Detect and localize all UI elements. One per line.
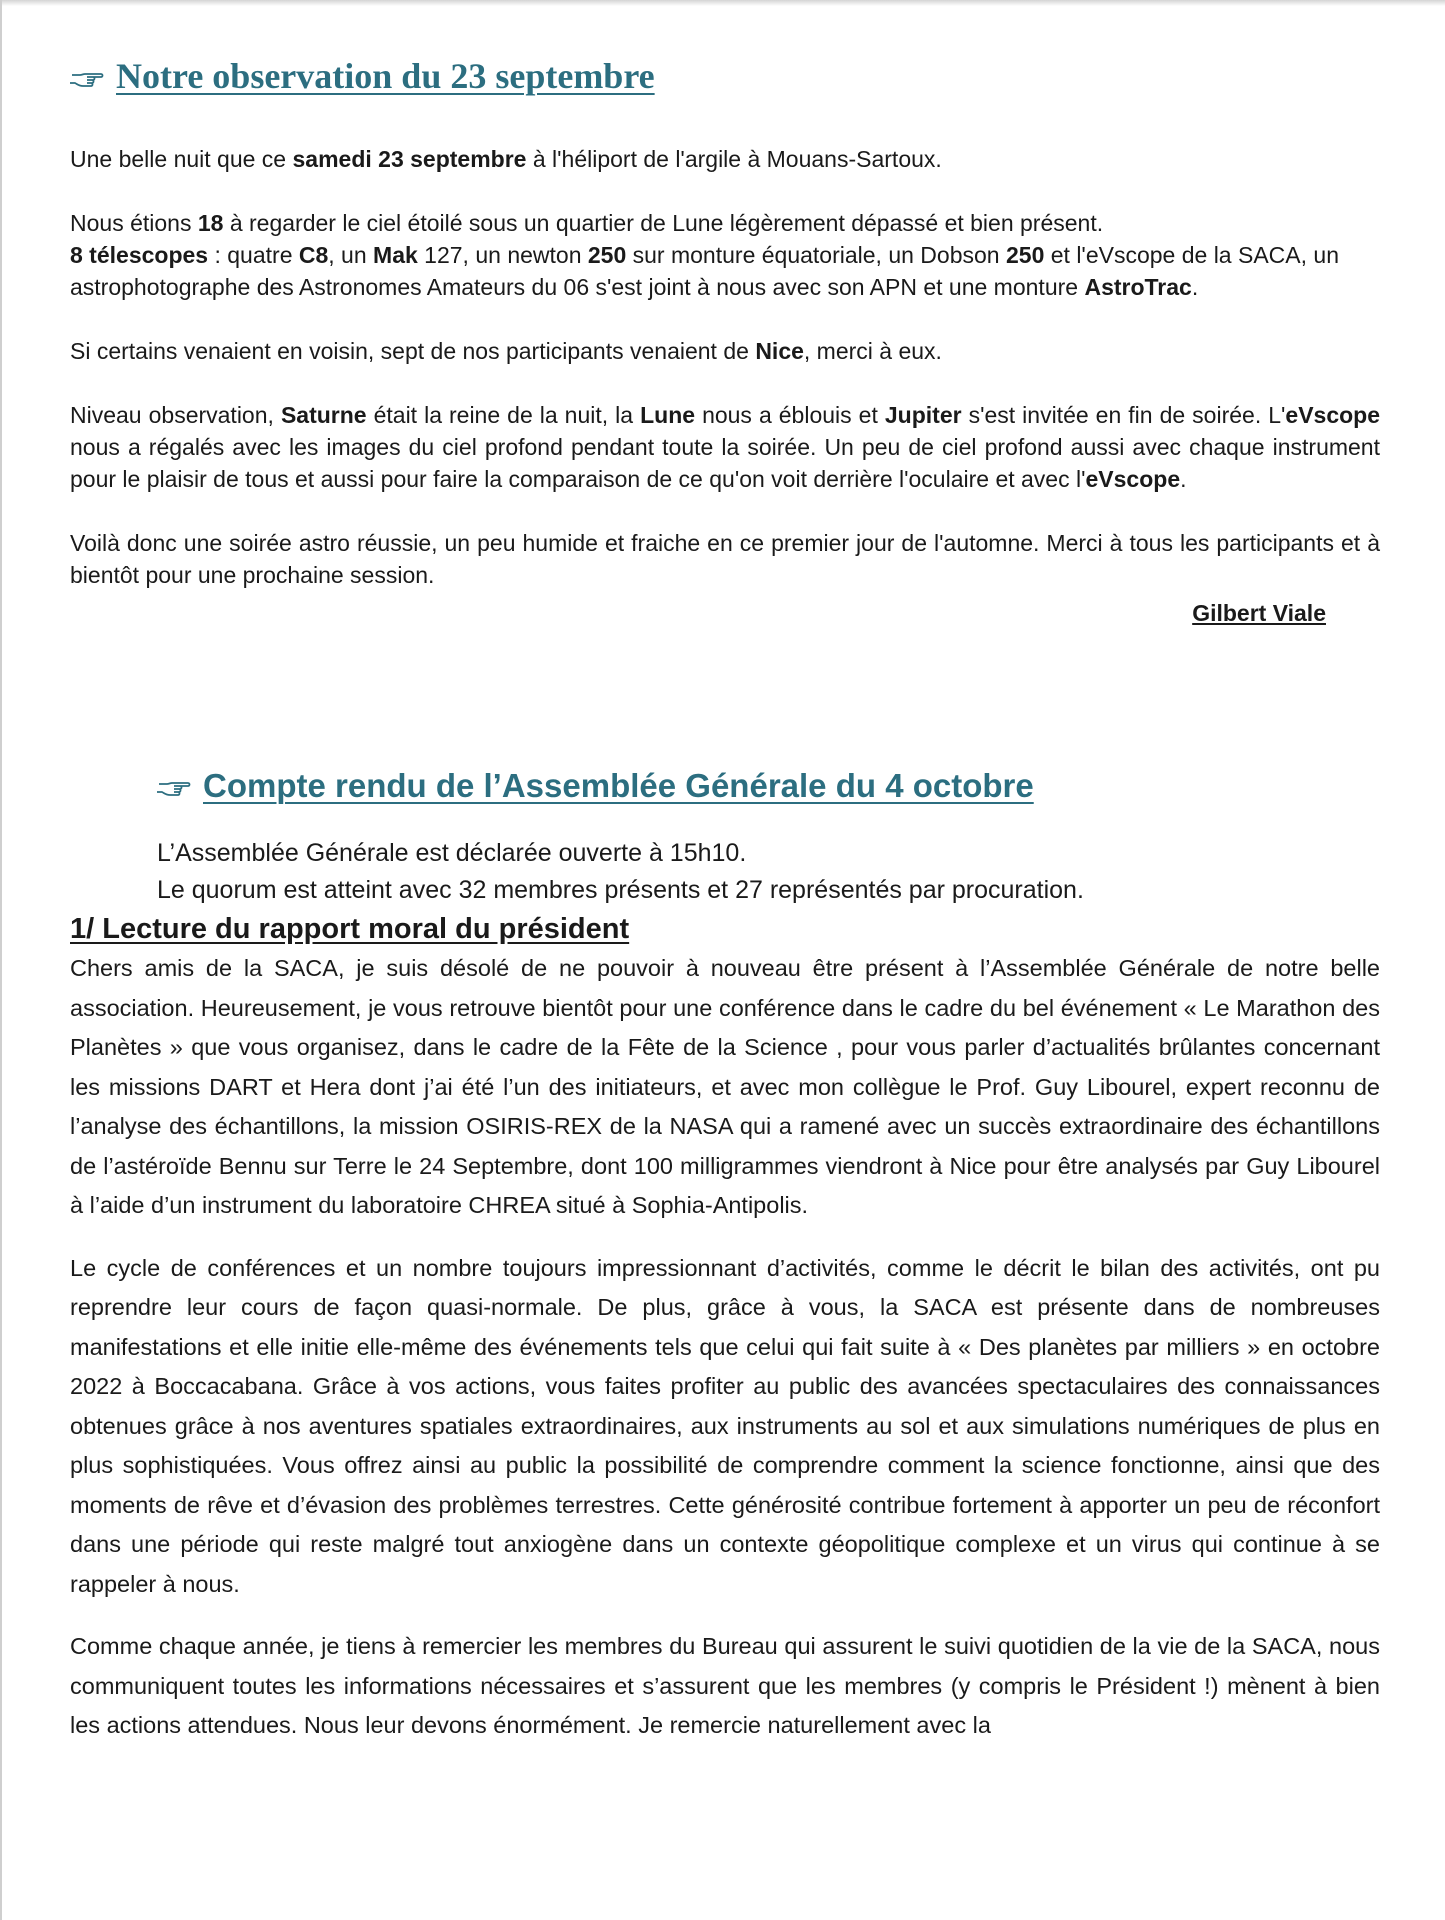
signature: Gilbert Viale [1192,600,1326,626]
observation-body [70,143,1380,629]
ag-heading [157,767,1380,805]
report-paragraph-3: Comme chaque année, je tiens à remercier les membres du Bureau qui assurent le suivi quotidien de la vie de la SACA, nous communiquent toutes les informations nécessaires et s’assurent que les membres (y compris le Président !) mènent à bien les actions attendues. Nous leur devons énormément. Je remercie naturellement avec la [70,1633,1380,1738]
ag-title: Compte rendu de l’Assemblée Générale du 4 octobre [203,767,1034,804]
observation-heading [70,55,1380,97]
moral-report-body [70,949,1380,1746]
moral-report-heading: 1/ Lecture du rapport moral du président [70,913,630,945]
obs-paragraph-1: Une belle nuit que ce samedi 23 septembre à l'héliport de l'argile à Mouans-Sartoux. [70,146,942,172]
obs-paragraph-5: Voilà donc une soirée astro réussie, un peu humide et fraiche en ce premier jour de l'automne. Merci à tous les participants et à bientôt pour une prochaine session. [70,530,1380,588]
observation-title: Notre observation du 23 septembre [116,56,655,96]
ag-opening-line: L’Assemblée Générale est déclarée ouverte à 15h10. [157,839,747,867]
obs-paragraph-3: Si certains venaient en voisin, sept de nos participants venaient de Nice, merci à eux. [70,338,942,364]
section-spacer [70,629,1380,767]
page-left-edge [0,0,2,1920]
document-page [70,55,1380,1746]
report-paragraph-2: Le cycle de conférences et un nombre toujours impressionnant d’activités, comme le décrit le bilan des activités, ont pu reprendre leur cours de façon quasi-normale. De plus, grâce à vous, la SACA est présente dans de nombreuses manifestations et elle initie elle-même des événements tels que celui qui fait suite à « Des planètes par milliers » en octobre 2022 à Boccacabana. Grâce à vos actions, vous faites profiter au public des avancées spectaculaires des connaissances obtenues grâce à nos aventures spatiales extraordinaires, aux instruments au sol et aux simulations numériques de plus en plus sophistiquées. Vous offrez ainsi au public la possibilité de comprendre comment la science fonctionne, ainsi que des moments de rêve et d’évasion des problèmes terrestres. Cette générosité contribue fortement à apporter un peu de réconfort dans une période qui reste malgré tout anxiogène dans un contexte géopolitique complexe et un virus qui continue à se rappeler à nous. [70,1254,1380,1597]
ag-intro [157,835,1380,909]
ag-quorum-line: Le quorum est atteint avec 32 membres présents et 27 représentés par procuration. [157,876,1084,904]
report-paragraph-1: Chers amis de la SACA, je suis désolé de ne pouvoir à nouveau être présent à l’Assemblée Générale de notre belle association. Heureusement, je vous retrouve bientôt pour une conférence dans le cadre du bel événement « Le Marathon des Planètes » que vous organisez, dans le cadre de la Fête de la Science , pour vous parler d’actualités brûlantes concernant les missions DART et Hera dont j’ai été l’un des initiateurs, et avec mon collègue le Prof. Guy Libourel, expert reconnu de l’analyse des échantillons, la mission OSIRIS-REX de la NASA qui a ramené avec un succès extraordinaire des échantillons de l’astéroïde Bennu sur Terre le 24 Septembre, dont 100 milligrammes viendront à Nice pour être analysés par Guy Libourel à l’aide d’un instrument du laboratoire CHREA situé à Sophia-Antipolis. [70,955,1380,1218]
obs-paragraph-2: Nous étions 18 à regarder le ciel étoilé sous un quartier de Lune légèrement dépassé et bien présent. 8 télescopes : quatre C8, un Mak 127, un newton 250 sur monture équatoriale, un Dobson 250 et l'eVscope de la SACA, un astrophotographe des Astronomes Amateurs du 06 s'est joint à nous avec son APN et une monture AstroTrac. [70,210,1339,300]
page-top-edge [0,0,1445,6]
obs-paragraph-4: Niveau observation, Saturne était la reine de la nuit, la Lune nous a éblouis et Jupiter s'est invitée en fin de soirée. L'eVscope nous a régalés avec les images du ciel profond pendant toute la soirée. Un peu de ciel profond aussi avec chaque instrument pour le plaisir de tous et aussi pour faire la comparaison de ce qu'on voit derrière l'oculaire et avec l'eVscope. [70,402,1381,492]
pointing-hand-icon [70,68,106,88]
pointing-hand-icon [157,777,193,797]
